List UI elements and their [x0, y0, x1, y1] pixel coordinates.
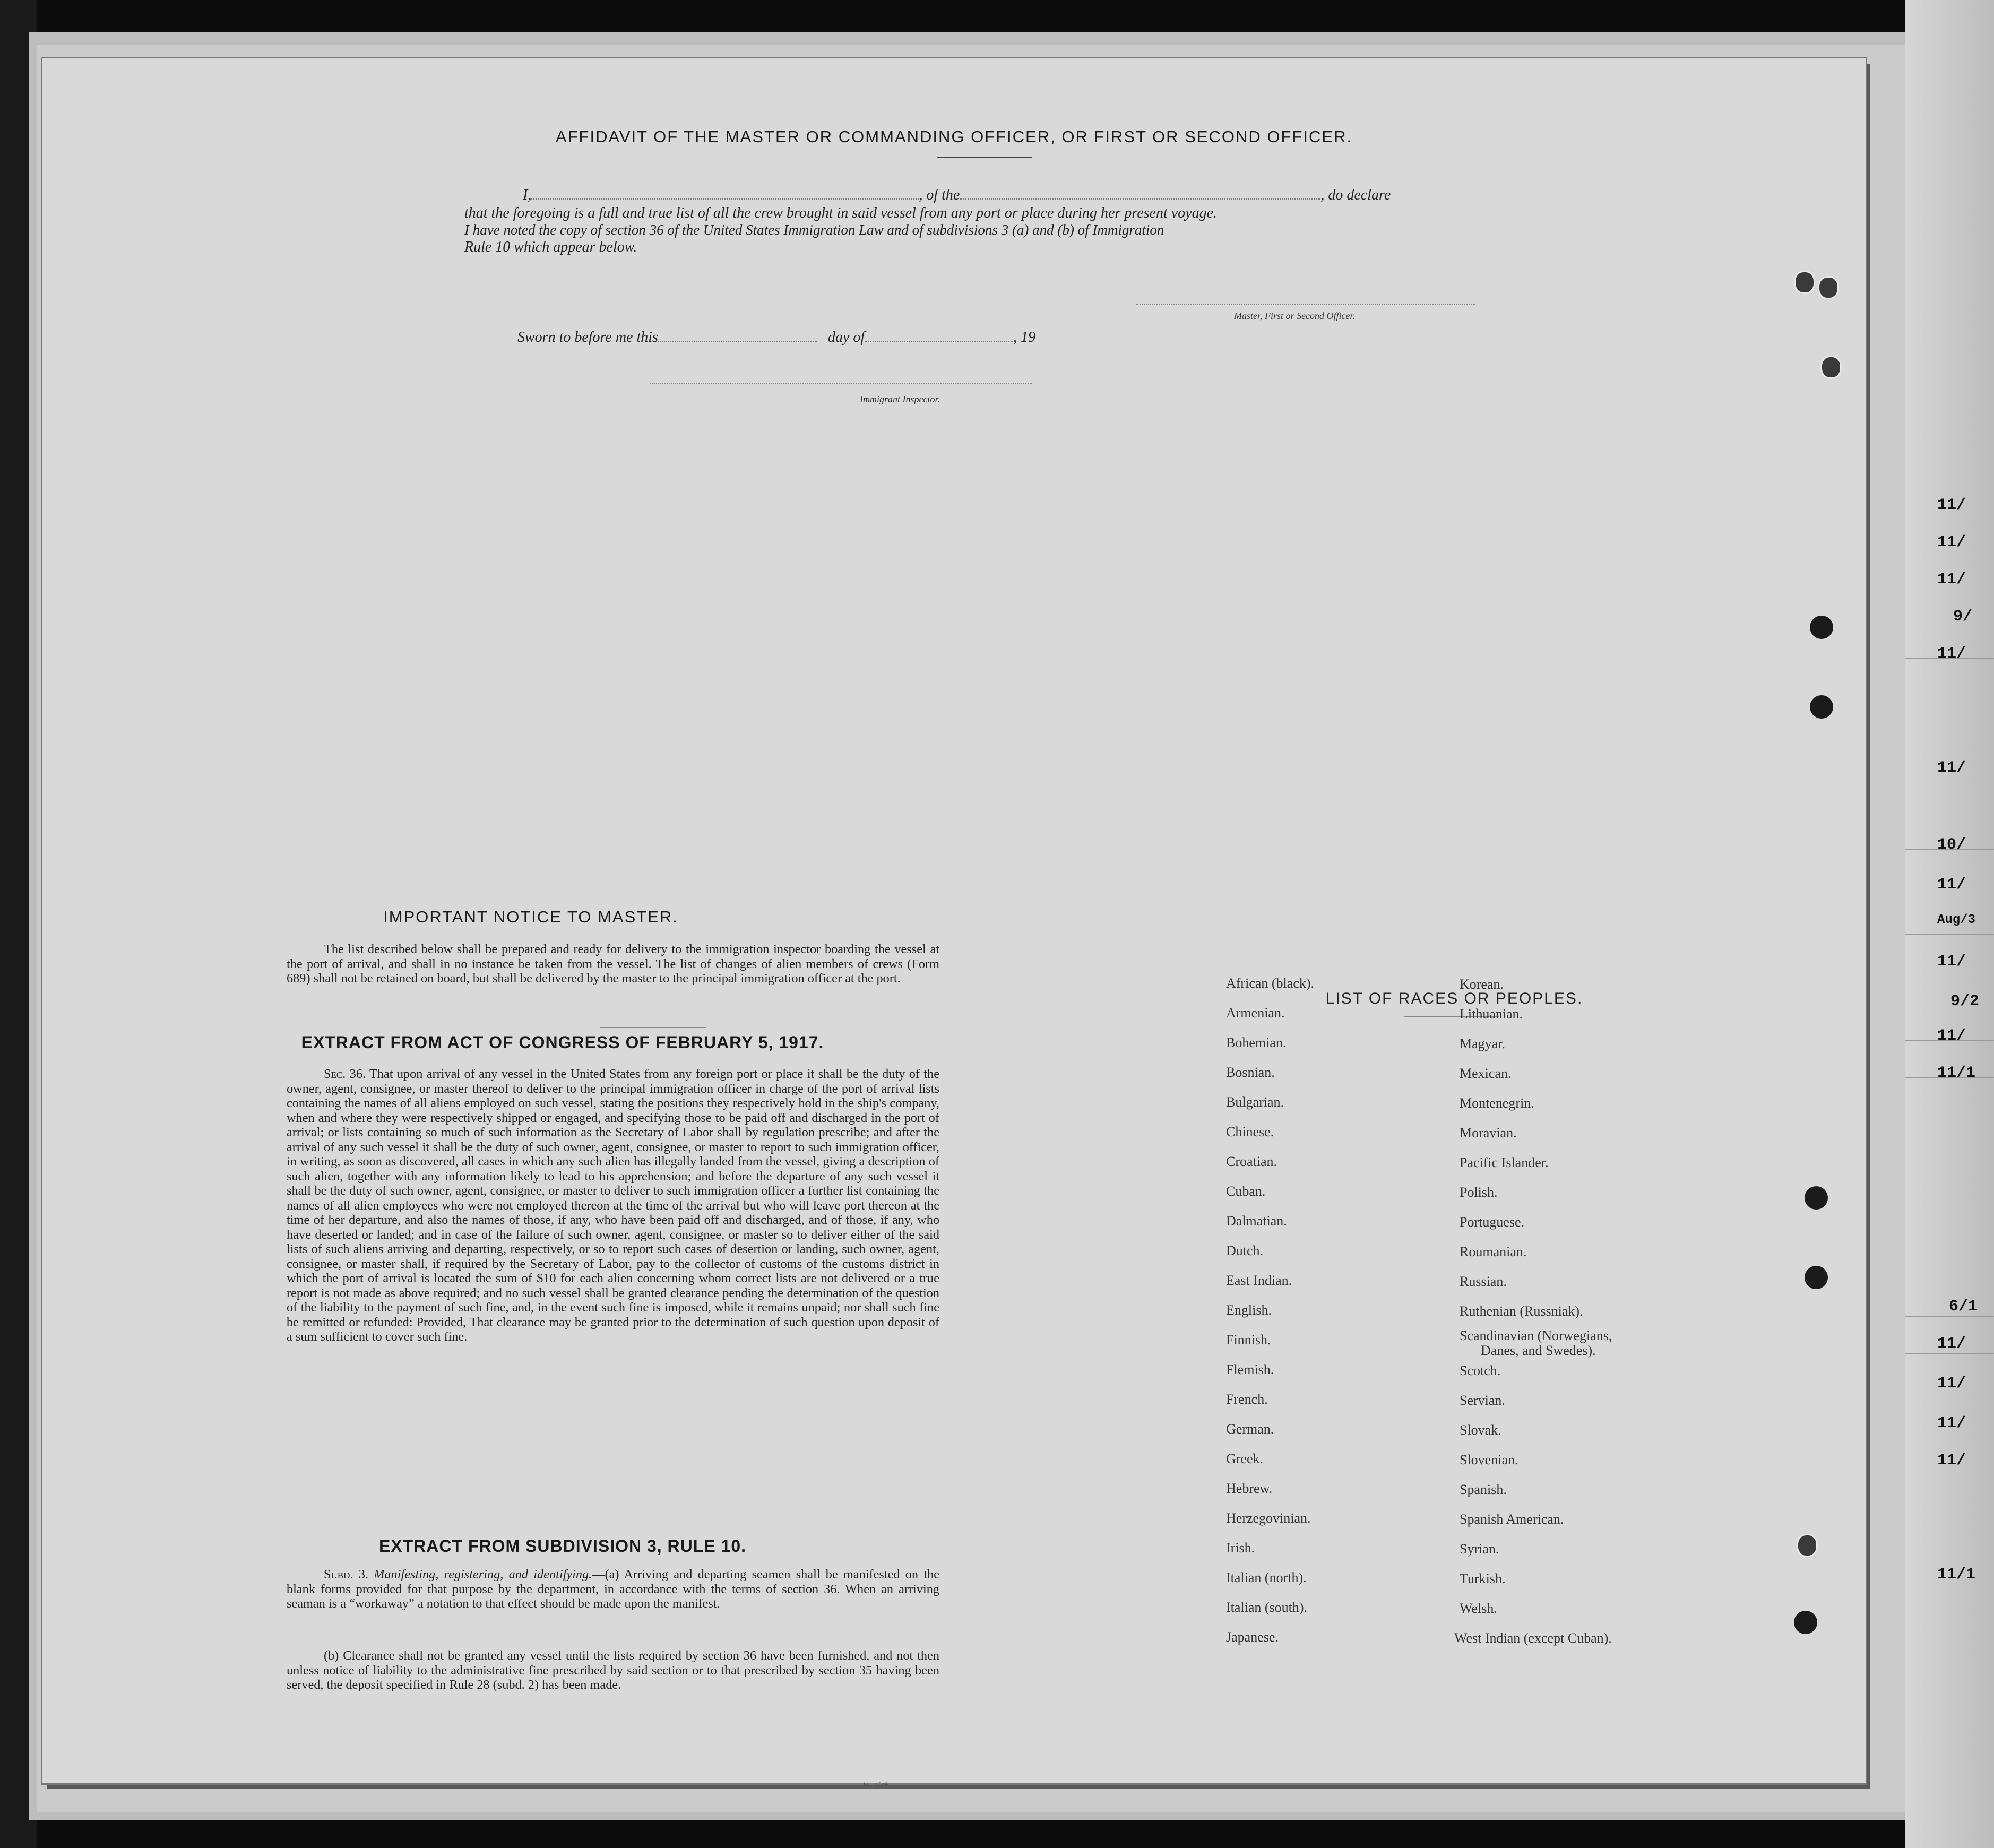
- margin-note: 11/: [1937, 1452, 1966, 1470]
- race-item: Scandinavian (Norwegians,: [1460, 1328, 1612, 1343]
- form-number: 14—1349: [862, 1781, 888, 1788]
- race-item: Russian.: [1460, 1274, 1507, 1289]
- notice-body: The list described below shall be prepared and ready for delivery to the immigration inspector boarding the vessel at the port of arrival, and shall in no instance be taken from the vessel. The list of changes of alien members of crews (Form 689) shall not be retained on board, but shall be delivered by the master to the principal immigration officer at the port.: [287, 942, 939, 986]
- margin-note: 9/2: [1950, 992, 1980, 1011]
- race-item: Greek.: [1226, 1451, 1264, 1466]
- race-item: Magyar.: [1460, 1036, 1505, 1051]
- race-item: African (black).: [1226, 975, 1315, 991]
- fastener-ring: [1797, 1534, 1818, 1557]
- section-label: Sec. 36.: [324, 1067, 366, 1081]
- section-body: That upon arrival of any vessel in the United States from any foreign port or place it shall be the duty of the owner, agent, consignee, or master thereof to deliver to the principal immigration officer in charge of the port of arrival lists containing the names of all aliens employed on such vessel, stating the positions they respectively hold in the ship's company, when and where they were respectively shipped or engaged, and specifying those to be paid off and discharged in the port of arrival; or lists containing so much of such information as the Secretary of Labor shall by regulation prescribe; and after the arrival of any such vessel it shall be the duty of such owner, agent, consignee, or master to report to such immigration officer, in writing, as soon as discovered, all cases in which any such alien has illegally landed from the vessel, giving a description of such alien, together with any information likely to lead to his apprehension; and before the departure of any such vessel it shall be the duty of such owner, agent, consignee, or master to deliver to such immigration officer a further list containing the names of all alien employees who were not employed thereon at the time of the arrival but who will leave port thereon at the time of her departure, and also the names of those, if any, who have been paid off and discharged, and of those, if any, who have deserted or landed; and in case of the failure of such owner, agent, consignee, or master so to deliver either of the said lists of such aliens arriving and departing, respectively, or so to report such cases of desertion or landing, such owner, agent, consignee, or master shall, if required by the Secretary of Labor, pay to the collector of customs of the customs district in which the port of arrival is located the sum of $10 for each alien concerning whom correct lists are not delivered or a true report is not made as above required; and no such vessel shall be granted clearance pending the determination of the question of the liability to the payment of such fine, and, in the event such fine is imposed, while it remains unpaid; nor shall such fine be remitted or refunded: Provided, That clearance may be granted prior to the determination of such question upon deposit of a sum sufficient to cover such fine.: [287, 1067, 939, 1344]
- race-item: Bulgarian.: [1226, 1094, 1284, 1110]
- race-item: Montenegrin.: [1460, 1095, 1534, 1111]
- race-item: Roumanian.: [1460, 1244, 1527, 1259]
- inspector-signature-label: Immigrant Inspector.: [860, 394, 940, 404]
- race-item: Polish.: [1460, 1185, 1498, 1200]
- subd-body-a: —(a) Arriving and departing seamen shall be manifested on the blank forms provided for that purpose by the department, in accordance with the terms of section 36. When an arriving seaman is a “workaway” a notation to that effect should be made upon the manifest.: [287, 1567, 939, 1611]
- race-item: English.: [1226, 1302, 1272, 1318]
- race-item: Japanese.: [1226, 1629, 1279, 1645]
- race-item: Lithuanian.: [1460, 1006, 1523, 1022]
- manifest-sheet: [42, 58, 1866, 1788]
- race-item: Chinese.: [1226, 1124, 1274, 1139]
- race-item: Moravian.: [1460, 1125, 1517, 1141]
- subd-title: Manifesting, registering, and identifying.: [374, 1567, 592, 1582]
- race-item: Mexican.: [1460, 1066, 1512, 1081]
- vessel-blank: [960, 188, 1320, 200]
- master-signature-line: [1136, 303, 1475, 305]
- margin-note: 11/: [1937, 876, 1966, 894]
- margin-note: 11/: [1937, 496, 1966, 514]
- section-36-text: [287, 1067, 939, 1344]
- name-blank: [531, 188, 919, 200]
- binder-hole: [1794, 1611, 1817, 1634]
- race-item: Spanish.: [1460, 1482, 1507, 1497]
- affidavit-text-line: Rule 10 which appear below.: [464, 239, 637, 255]
- subd-label: Subd. 3.: [324, 1567, 368, 1582]
- affidavit-text-line: that the foregoing is a full and true list of all the crew brought in said vessel from any port or place during her present voyage.: [464, 205, 1218, 221]
- extract-rule-heading: EXTRACT FROM SUBDIVISION 3, RULE 10.: [378, 1536, 747, 1556]
- margin-note: 11/1: [1937, 1064, 1976, 1082]
- extract-act-heading: EXTRACT FROM ACT OF CONGRESS OF FEBRUARY 5, 1917.: [301, 1033, 824, 1052]
- margin-note: 11/: [1937, 1335, 1966, 1353]
- race-item: Bohemian.: [1226, 1035, 1287, 1050]
- race-item: Bosnian.: [1226, 1065, 1275, 1080]
- margin-note: 11/: [1937, 1375, 1966, 1393]
- race-item: Spanish American.: [1460, 1512, 1564, 1527]
- sworn-label: Sworn to before me this: [517, 329, 658, 346]
- margin-note: 11/: [1937, 533, 1966, 551]
- race-item: Slovak.: [1460, 1422, 1501, 1438]
- margin-note: Aug/3: [1937, 913, 1976, 927]
- affidavit-title: AFFIDAVIT OF THE MASTER OR COMMANDING OFFICER, OR FIRST OR SECOND OFFICER.: [555, 127, 1353, 146]
- binder-hole: [1805, 1266, 1828, 1289]
- margin-note: 11/: [1937, 1027, 1966, 1045]
- race-item: Dalmatian.: [1226, 1213, 1287, 1229]
- race-item: Flemish.: [1226, 1362, 1274, 1377]
- race-item: Dutch.: [1226, 1243, 1264, 1258]
- margin-note: 11/1: [1937, 1566, 1976, 1584]
- fastener-ring: [1818, 276, 1839, 299]
- affidavit-i: I,: [523, 187, 532, 203]
- race-item: German.: [1226, 1421, 1274, 1437]
- binder-hole: [1810, 616, 1833, 639]
- day-blank: [658, 330, 817, 342]
- race-item: Korean.: [1460, 977, 1504, 992]
- race-item: Cuban.: [1226, 1184, 1266, 1199]
- margin-note: 6/1: [1949, 1298, 1978, 1316]
- divider: [937, 157, 1032, 158]
- day-of-label: day of: [827, 329, 865, 346]
- races-heading: LIST OF RACES OR PEOPLES.: [1325, 990, 1583, 1007]
- affidavit-text-line: I have noted the copy of section 36 of the United States Immigration Law and of subdivisions 3 (a) and (b) of Immigration: [464, 222, 1164, 238]
- binder-hole: [1810, 695, 1833, 719]
- margin-note: 9/: [1953, 608, 1973, 626]
- margin-note: 11/: [1937, 571, 1966, 589]
- race-item: Pacific Islander.: [1460, 1155, 1549, 1170]
- race-item: Syrian.: [1460, 1541, 1499, 1557]
- race-item: Hebrew.: [1226, 1481, 1273, 1496]
- race-item: Scotch.: [1460, 1363, 1501, 1378]
- master-signature-label: Master, First or Second Officer.: [1234, 310, 1355, 321]
- race-item: Servian.: [1460, 1393, 1505, 1408]
- margin-note: 11/: [1937, 953, 1966, 971]
- race-item: Italian (south).: [1226, 1600, 1308, 1615]
- race-item: Ruthenian (Russniak).: [1460, 1303, 1583, 1319]
- race-item: Turkish.: [1460, 1571, 1506, 1586]
- month-blank: [865, 330, 1013, 342]
- race-item: Danes, and Swedes).: [1481, 1343, 1596, 1358]
- race-item: Croatian.: [1226, 1154, 1277, 1169]
- inspector-signature-line: [650, 382, 1032, 384]
- race-item: West Indian (except Cuban).: [1454, 1630, 1612, 1646]
- affidavit-declare: , do declare: [1320, 187, 1391, 203]
- race-item: French.: [1226, 1392, 1268, 1407]
- race-item: East Indian.: [1226, 1273, 1292, 1288]
- sworn-line: [517, 329, 1568, 346]
- notice-heading: IMPORTANT NOTICE TO MASTER.: [383, 908, 678, 926]
- binder-hole: [1805, 1186, 1828, 1210]
- race-item: Herzegovinian.: [1226, 1510, 1311, 1526]
- affidavit-declaration-line: [464, 187, 1515, 204]
- race-item: Portuguese.: [1460, 1214, 1525, 1230]
- margin-note: 11/: [1937, 759, 1966, 777]
- fastener-ring: [1820, 356, 1842, 379]
- fastener-ring: [1794, 271, 1815, 294]
- subdivision-b-text: (b) Clearance shall not be granted any vessel until the lists required by section 36 have been furnished, and not then unless notice of liability to the administrative fine prescribed by said section or to that prescribed by section 35 having been served, the deposit specified in Rule 28 (subd. 2) has been made.: [287, 1648, 939, 1692]
- race-item: Armenian.: [1226, 1005, 1285, 1021]
- race-item: Irish.: [1226, 1540, 1255, 1556]
- race-item: Slovenian.: [1460, 1452, 1518, 1467]
- margin-note: 10/: [1937, 836, 1966, 854]
- divider: [600, 1027, 706, 1028]
- race-item: Welsh.: [1460, 1601, 1497, 1616]
- year-label: , 19: [1013, 329, 1036, 346]
- subdivision-a-text: [287, 1567, 939, 1611]
- race-item: Italian (north).: [1226, 1570, 1307, 1585]
- affidavit-of-the: , of the: [919, 187, 960, 203]
- margin-note: 11/: [1937, 1414, 1966, 1432]
- margin-note: 11/: [1937, 645, 1966, 663]
- race-item: Finnish.: [1226, 1332, 1271, 1348]
